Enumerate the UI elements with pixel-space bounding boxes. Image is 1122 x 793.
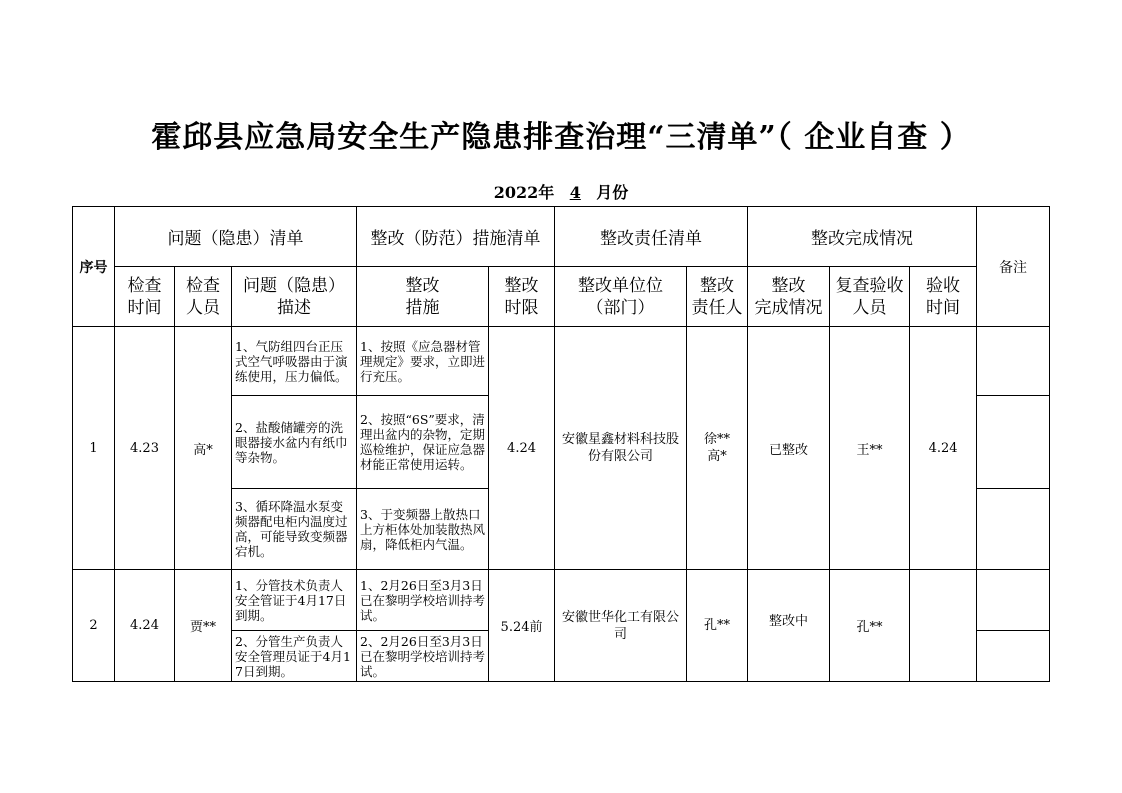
header-seq: 序号 xyxy=(73,207,115,327)
period-month: 4 xyxy=(569,183,581,202)
header-reviewer: 复查验收 人员 xyxy=(830,267,910,327)
header-group-completion: 整改完成情况 xyxy=(748,207,977,267)
cell-accept-time: 4.24 xyxy=(910,327,977,570)
table-row xyxy=(73,327,1050,396)
cell-note xyxy=(977,396,1050,489)
cell-deadline: 4.24 xyxy=(489,327,555,570)
cell-problem: 1、分管技术负责人安全管证于4月17日到期。 xyxy=(232,570,357,631)
cell-reviewer: 王** xyxy=(830,327,910,570)
cell-check-time: 4.23 xyxy=(115,327,175,570)
header-row-groups xyxy=(73,207,1050,267)
header-responsible: 整改 责任人 xyxy=(687,267,748,327)
cell-measure: 3、于变频器上散热口上方柜体处加装散热风扇，降低柜内气温。 xyxy=(357,489,489,570)
cell-seq: 1 xyxy=(73,327,115,570)
header-row-columns xyxy=(73,267,1050,327)
cell-check-time: 4.24 xyxy=(115,570,175,682)
cell-responsible: 徐** 高* xyxy=(687,327,748,570)
cell-check-person: 高* xyxy=(175,327,232,570)
header-problem-desc: 问题（隐患） 描述 xyxy=(232,267,357,327)
header-check-person: 检查 人员 xyxy=(175,267,232,327)
header-group-problem: 问题（隐患）清单 xyxy=(115,207,357,267)
cell-measure: 1、按照《应急器材管理规定》要求，立即进行充压。 xyxy=(357,327,489,396)
cell-accept-time xyxy=(910,570,977,682)
cell-problem: 2、盐酸储罐旁的洗眼器接水盆内有纸巾等杂物。 xyxy=(232,396,357,489)
cell-status: 整改中 xyxy=(748,570,830,682)
cell-measure: 1、2月26日至3月3日已在黎明学校培训持考试。 xyxy=(357,570,489,631)
header-accept-time: 验收 时间 xyxy=(910,267,977,327)
page-title: 霍邱县应急局安全生产隐患排查治理“三清单”（ 企业自查 ） xyxy=(151,120,971,155)
cell-note xyxy=(977,327,1050,396)
cell-unit: 安徽星鑫材料科技股份有限公司 xyxy=(555,327,687,570)
cell-deadline: 5.24前 xyxy=(489,570,555,682)
header-group-responsibility: 整改责任清单 xyxy=(555,207,748,267)
cell-problem: 3、循环降温水泵变频器配电柜内温度过高，可能导致变频器宕机。 xyxy=(232,489,357,570)
table-row xyxy=(73,570,1050,631)
cell-seq: 2 xyxy=(73,570,115,682)
cell-reviewer: 孔** xyxy=(830,570,910,682)
cell-unit: 安徽世华化工有限公司 xyxy=(555,570,687,682)
header-check-time: 检查 时间 xyxy=(115,267,175,327)
cell-measure: 2、按照“6S”要求，清理出盆内的杂物，定期巡检维护，保证应急器材能正常使用运转。 xyxy=(357,396,489,489)
header-unit: 整改单位位 （部门） xyxy=(555,267,687,327)
cell-note xyxy=(977,631,1050,682)
cell-note xyxy=(977,489,1050,570)
cell-measure: 2、2月26日至3月3日已在黎明学校培训持考试。 xyxy=(357,631,489,682)
hazard-checklist-table xyxy=(72,206,1050,682)
cell-note xyxy=(977,570,1050,631)
header-measure: 整改 措施 xyxy=(357,267,489,327)
header-group-measure: 整改（防范）措施清单 xyxy=(357,207,555,267)
period-suffix: 月份 xyxy=(596,183,629,202)
cell-problem: 1、气防组四台正压式空气呼吸器由于演练使用，压力偏低。 xyxy=(232,327,357,396)
report-period xyxy=(0,180,1122,203)
cell-responsible: 孔** xyxy=(687,570,748,682)
header-status: 整改 完成情况 xyxy=(748,267,830,327)
header-note: 备注 xyxy=(977,207,1050,327)
cell-check-person: 贾** xyxy=(175,570,232,682)
cell-status: 已整改 xyxy=(748,327,830,570)
period-year: 2022年 xyxy=(493,183,555,202)
cell-problem: 2、分管生产负责人安全管理员证于4月17日到期。 xyxy=(232,631,357,682)
header-deadline: 整改 时限 xyxy=(489,267,555,327)
